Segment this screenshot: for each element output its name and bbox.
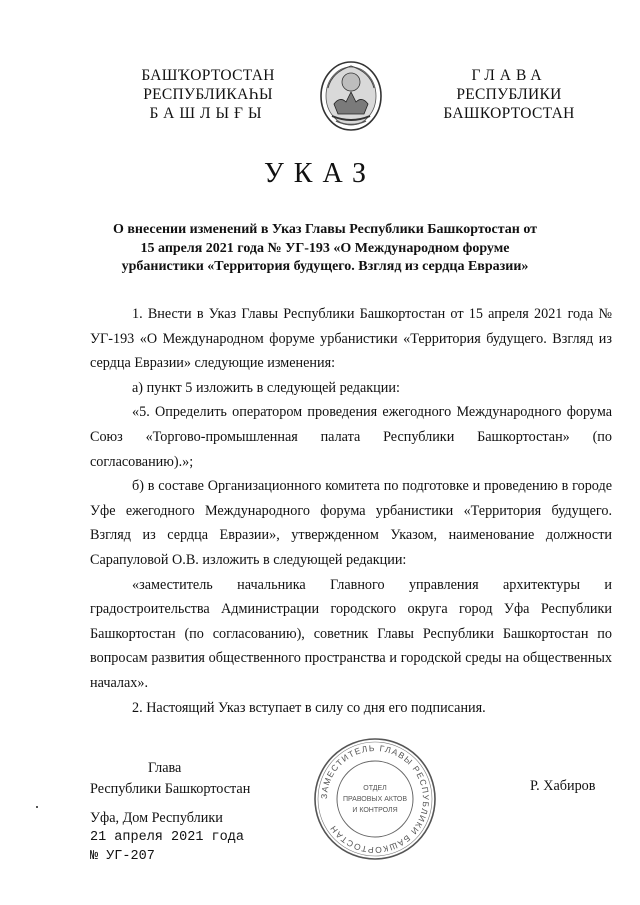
official-stamp bbox=[312, 736, 438, 862]
header-left-line-3: БАШЛЫҒЫ bbox=[149, 105, 267, 122]
signature-title-line-2: Республики Башкортостан bbox=[90, 781, 251, 797]
paragraph-3: «5. Определить оператором проведения ежегодного Международного форума Союз «Торгово-промышленная палата Республики Башкортостан» (по согласованию).»; bbox=[90, 404, 612, 470]
bashkortostan-emblem-icon bbox=[318, 58, 384, 134]
signature-title bbox=[90, 758, 270, 800]
decree-subject: О внесении изменений в Указ Главы Республики Башкортостан от 15 апреля 2021 года № УГ-193 «О Международном форуме урбанистики «Территория будущего. Взгляд из сердца Евразии» bbox=[112, 222, 538, 274]
header-bashkir bbox=[118, 66, 298, 123]
header-russian bbox=[424, 66, 594, 123]
paragraph-4: б) в составе Организационного комитета по подготовке и проведению в городе Уфе ежегодного Международного форума урбанистики «Территория будущего. Взгляд из сердца Евразии», утвержденном Указом, наименование должности Сарапуловой О.В. изложить в следующей редакции: bbox=[90, 478, 612, 568]
stamp-inner-line-1: ОТДЕЛ bbox=[363, 785, 387, 792]
signature-title-line-1: Глава bbox=[148, 760, 182, 776]
issue-location: Уфа, Дом Республики bbox=[90, 810, 223, 826]
header-right-line-3: БАШКОРТОСТАН bbox=[443, 105, 575, 122]
decree-number: № УГ-207 bbox=[90, 849, 155, 864]
header-right-line-1: ГЛАВА bbox=[471, 67, 547, 84]
paragraph-2: а) пункт 5 изложить в следующей редакции: bbox=[132, 379, 400, 396]
stamp-outer-text: ЗАМЕСТИТЕЛЬ ГЛАВЫ РЕСПУБЛИКИ БАШКОРТОСТАН bbox=[318, 742, 432, 856]
document-title: УКАЗ bbox=[263, 158, 377, 189]
paragraph-5: «заместитель начальника Главного управления архитектуры и градостроительства Администрации городского округа город Уфа Республики Башкортостан (по согласованию), советник Главы Республики Башкортостан по вопросам развития общественного пространства и городской среды на общественных началах». bbox=[90, 576, 612, 691]
stamp-inner-line-3: И КОНТРОЛЯ bbox=[352, 807, 398, 814]
header-right-line-2: РЕСПУБЛИКИ bbox=[456, 86, 562, 103]
stamp-inner-line-2: ПРАВОВЫХ АКТОВ bbox=[342, 796, 408, 803]
header-left-line-1: БАШҠОРТОСТАН bbox=[141, 67, 275, 84]
paragraph-1: 1. Внести в Указ Главы Республики Башкортостан от 15 апреля 2021 года № УГ-193 «О Международном форуме урбанистики «Территория будущего. Взгляд из сердца Евразии» следующие изменения: bbox=[90, 306, 612, 372]
paragraph-6: 2. Настоящий Указ вступает в силу со дня его подписания. bbox=[132, 699, 486, 716]
issue-details bbox=[90, 808, 244, 866]
header-left-line-2: РЕСПУБЛИКАҺЫ bbox=[143, 86, 273, 103]
decree-body bbox=[90, 302, 612, 720]
issue-date: 21 апреля 2021 года bbox=[90, 830, 244, 845]
signatory-name: Р. Хабиров bbox=[530, 778, 596, 794]
scan-speck bbox=[36, 806, 38, 808]
